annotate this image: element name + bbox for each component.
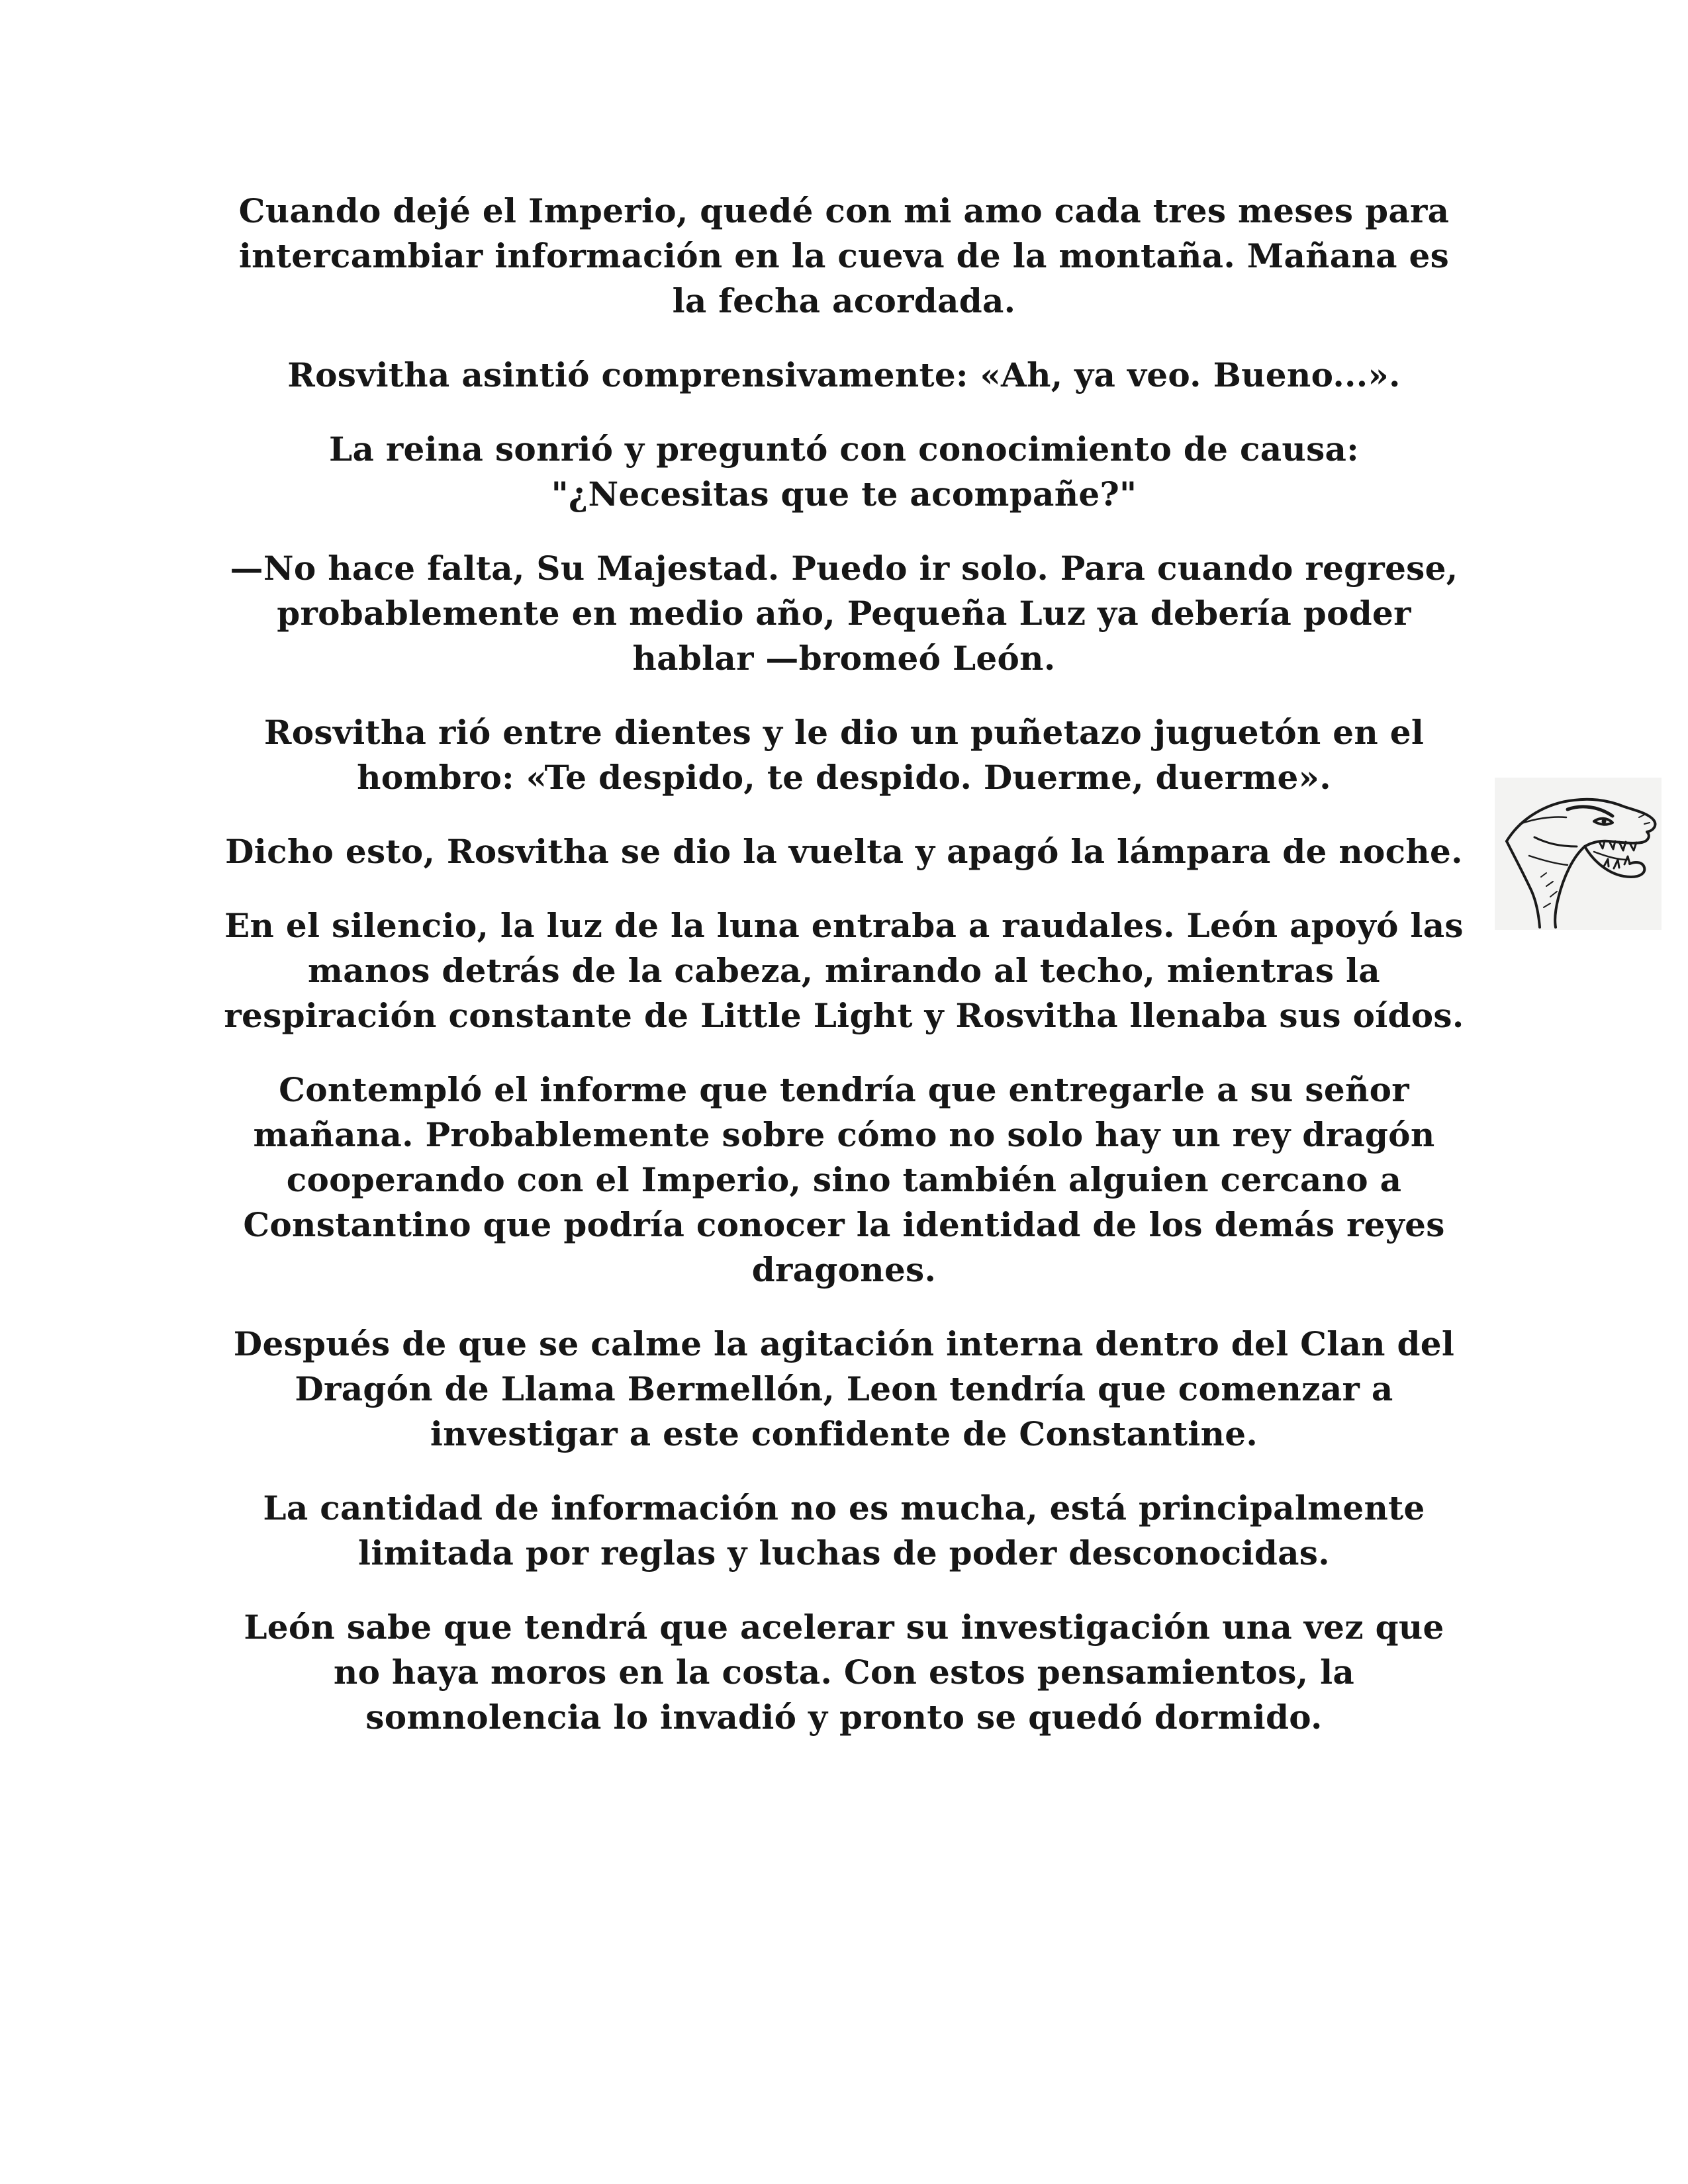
- paragraph-8: Contempló el informe que tendría que entregarle a su señor mañana. Probablemente sobre cómo no solo hay un rey dragón cooperando con el Imperio, sino también alguien cercano a Constantino que podría conocer la identidad de los demás reyes dragones.: [243, 1070, 1445, 1289]
- paragraph-5: Rosvitha rió entre dientes y le dio un puñetazo juguetón en el hombro: «Te despido, te despido. Duerme, duerme».: [263, 713, 1425, 797]
- paragraph-4: —No hace falta, Su Majestad. Puedo ir solo. Para cuando regrese, probablemente en medio año, Pequeña Luz ya debería poder hablar —bromeó León.: [230, 549, 1458, 678]
- paragraph-2: Rosvitha asintió comprensivamente: «Ah, ya veo. Bueno...».: [287, 355, 1401, 394]
- paragraph-10: La cantidad de información no es mucha, está principalmente limitada por reglas y luchas de poder desconocidas.: [263, 1488, 1425, 1572]
- paragraph-7: En el silencio, la luz de la luna entraba a raudales. León apoyó las manos detrás de la cabeza, mirando al techo, mientras la respiración constante de Little Light y Rosvitha llenaba sus oídos.: [224, 906, 1464, 1035]
- dinosaur-head-sketch-icon: [1495, 778, 1662, 930]
- paragraph-11: León sabe que tendrá que acelerar su investigación una vez que no haya moros en la costa. Con estos pensamientos, la somnolencia lo invadió y pronto se quedó dormido.: [244, 1608, 1444, 1737]
- paragraph-9: Después de que se calme la agitación interna dentro del Clan del Dragón de Llama Bermellón, Leon tendría que comenzar a investigar a este confidente de Constantine.: [233, 1324, 1455, 1453]
- paragraph-3: La reina sonrió y preguntó con conocimiento de causa: "¿Necesitas que te acompañe?": [329, 430, 1359, 514]
- paragraph-6: Dicho esto, Rosvitha se dio la vuelta y apagó la lámpara de noche.: [225, 832, 1463, 871]
- story-text: [218, 189, 1470, 1769]
- paragraph-1: Cuando dejé el Imperio, quedé con mi amo cada tres meses para intercambiar información en la cueva de la montaña. Mañana es la fecha acordada.: [238, 191, 1450, 320]
